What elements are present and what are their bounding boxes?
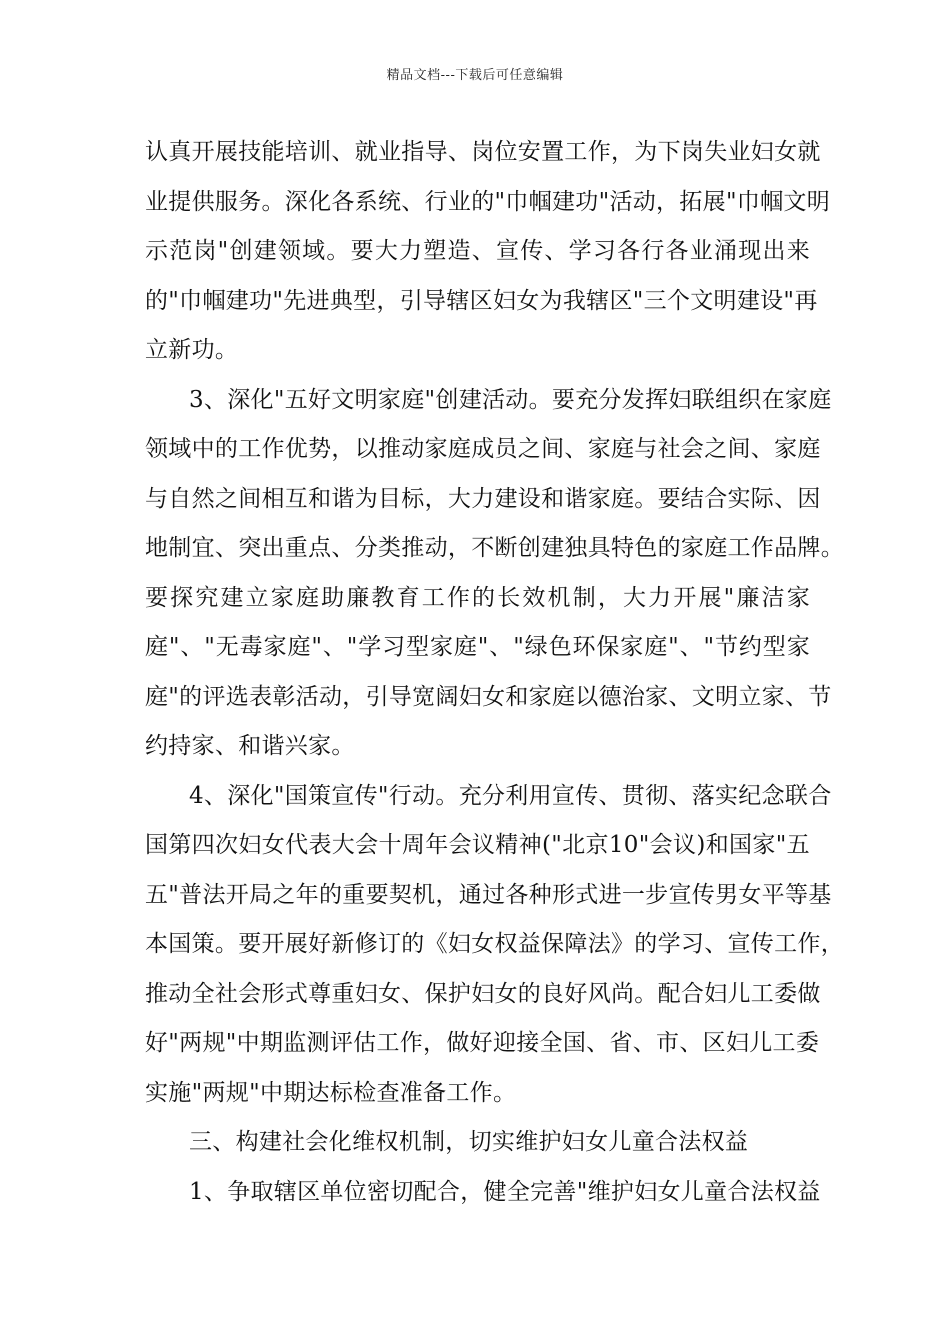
paragraph xyxy=(145,772,844,1119)
text-line: 1、争取辖区单位密切配合，健全完善"维护妇女儿童合法权益 xyxy=(189,1178,821,1205)
page-header: 精品文档---下载后可任意编辑 xyxy=(386,68,564,83)
text-line: 实施"两规"中期达标检查准备工作。 xyxy=(145,1079,517,1106)
text-line: 立新功。 xyxy=(145,337,239,363)
section-heading xyxy=(145,1118,810,1168)
text-line: 约持家、和谐兴家。 xyxy=(145,733,355,759)
text-line: 推动全社会形式尊重妇女、保护妇女的良好风尚。配合妇儿工委做 xyxy=(145,980,821,1007)
text-line: 认真开展技能培训、就业指导、岗位安置工作，为下岗失业妇女就 xyxy=(145,139,821,165)
text-line: 五"普法开局之年的重要契机，通过各种形式进一步宣传男女平等基 xyxy=(145,881,832,908)
paragraph xyxy=(145,128,831,376)
text-line: 3、深化"五好文明家庭"创建活动。要充分发挥妇联组织在家庭 xyxy=(189,386,832,413)
body-text xyxy=(145,128,844,1217)
paragraph xyxy=(145,1168,821,1218)
text-line: 领域中的工作优势，以推动家庭成员之间、家庭与社会之间、家庭 xyxy=(145,436,821,462)
text-line: 示范岗"创建领域。要大力塑造、宣传、学习各行各业涌现出来 xyxy=(145,238,810,264)
paragraph xyxy=(145,376,844,772)
text-line: 好"两规"中期监测评估工作，做好迎接全国、省、市、区妇儿工委 xyxy=(145,1030,820,1056)
text-line: 与自然之间相互和谐为目标，大力建设和谐家庭。要结合实际、因 xyxy=(145,485,821,512)
text-line: 庭"、"无毒家庭"、"学习型家庭"、"绿色环保家庭"、"节约型家 xyxy=(145,634,810,660)
text-line: 的"巾帼建功"先进典型，引导辖区妇女为我辖区"三个文明建设"再 xyxy=(145,287,818,314)
text-line: 本国策。要开展好新修订的《妇女权益保障法》的学习、宣传工作， xyxy=(145,931,844,957)
text-line: 4、深化"国策宣传"行动。充分利用宣传、贯彻、落实纪念联合 xyxy=(189,782,832,809)
text-line: 业提供服务。深化各系统、行业的"巾帼建功"活动，拓展"巾帼文明 xyxy=(145,188,831,215)
text-line: 庭"的评选表彰活动，引导宽阔妇女和家庭以德治家、文明立家、节 xyxy=(145,683,832,710)
text-line: 地制宜、突出重点、分类推动，不断创建独具特色的家庭工作品牌。 xyxy=(145,535,844,561)
text-line: 三、构建社会化维权机制，切实维护妇女儿童合法权益 xyxy=(189,1129,749,1155)
text-line: 国第四次妇女代表大会十周年会议精神("北京10"会议)和国家"五 xyxy=(145,832,810,858)
text-line: 要探究建立家庭助廉教育工作的长效机制，大力开展"廉洁家 xyxy=(145,584,810,611)
